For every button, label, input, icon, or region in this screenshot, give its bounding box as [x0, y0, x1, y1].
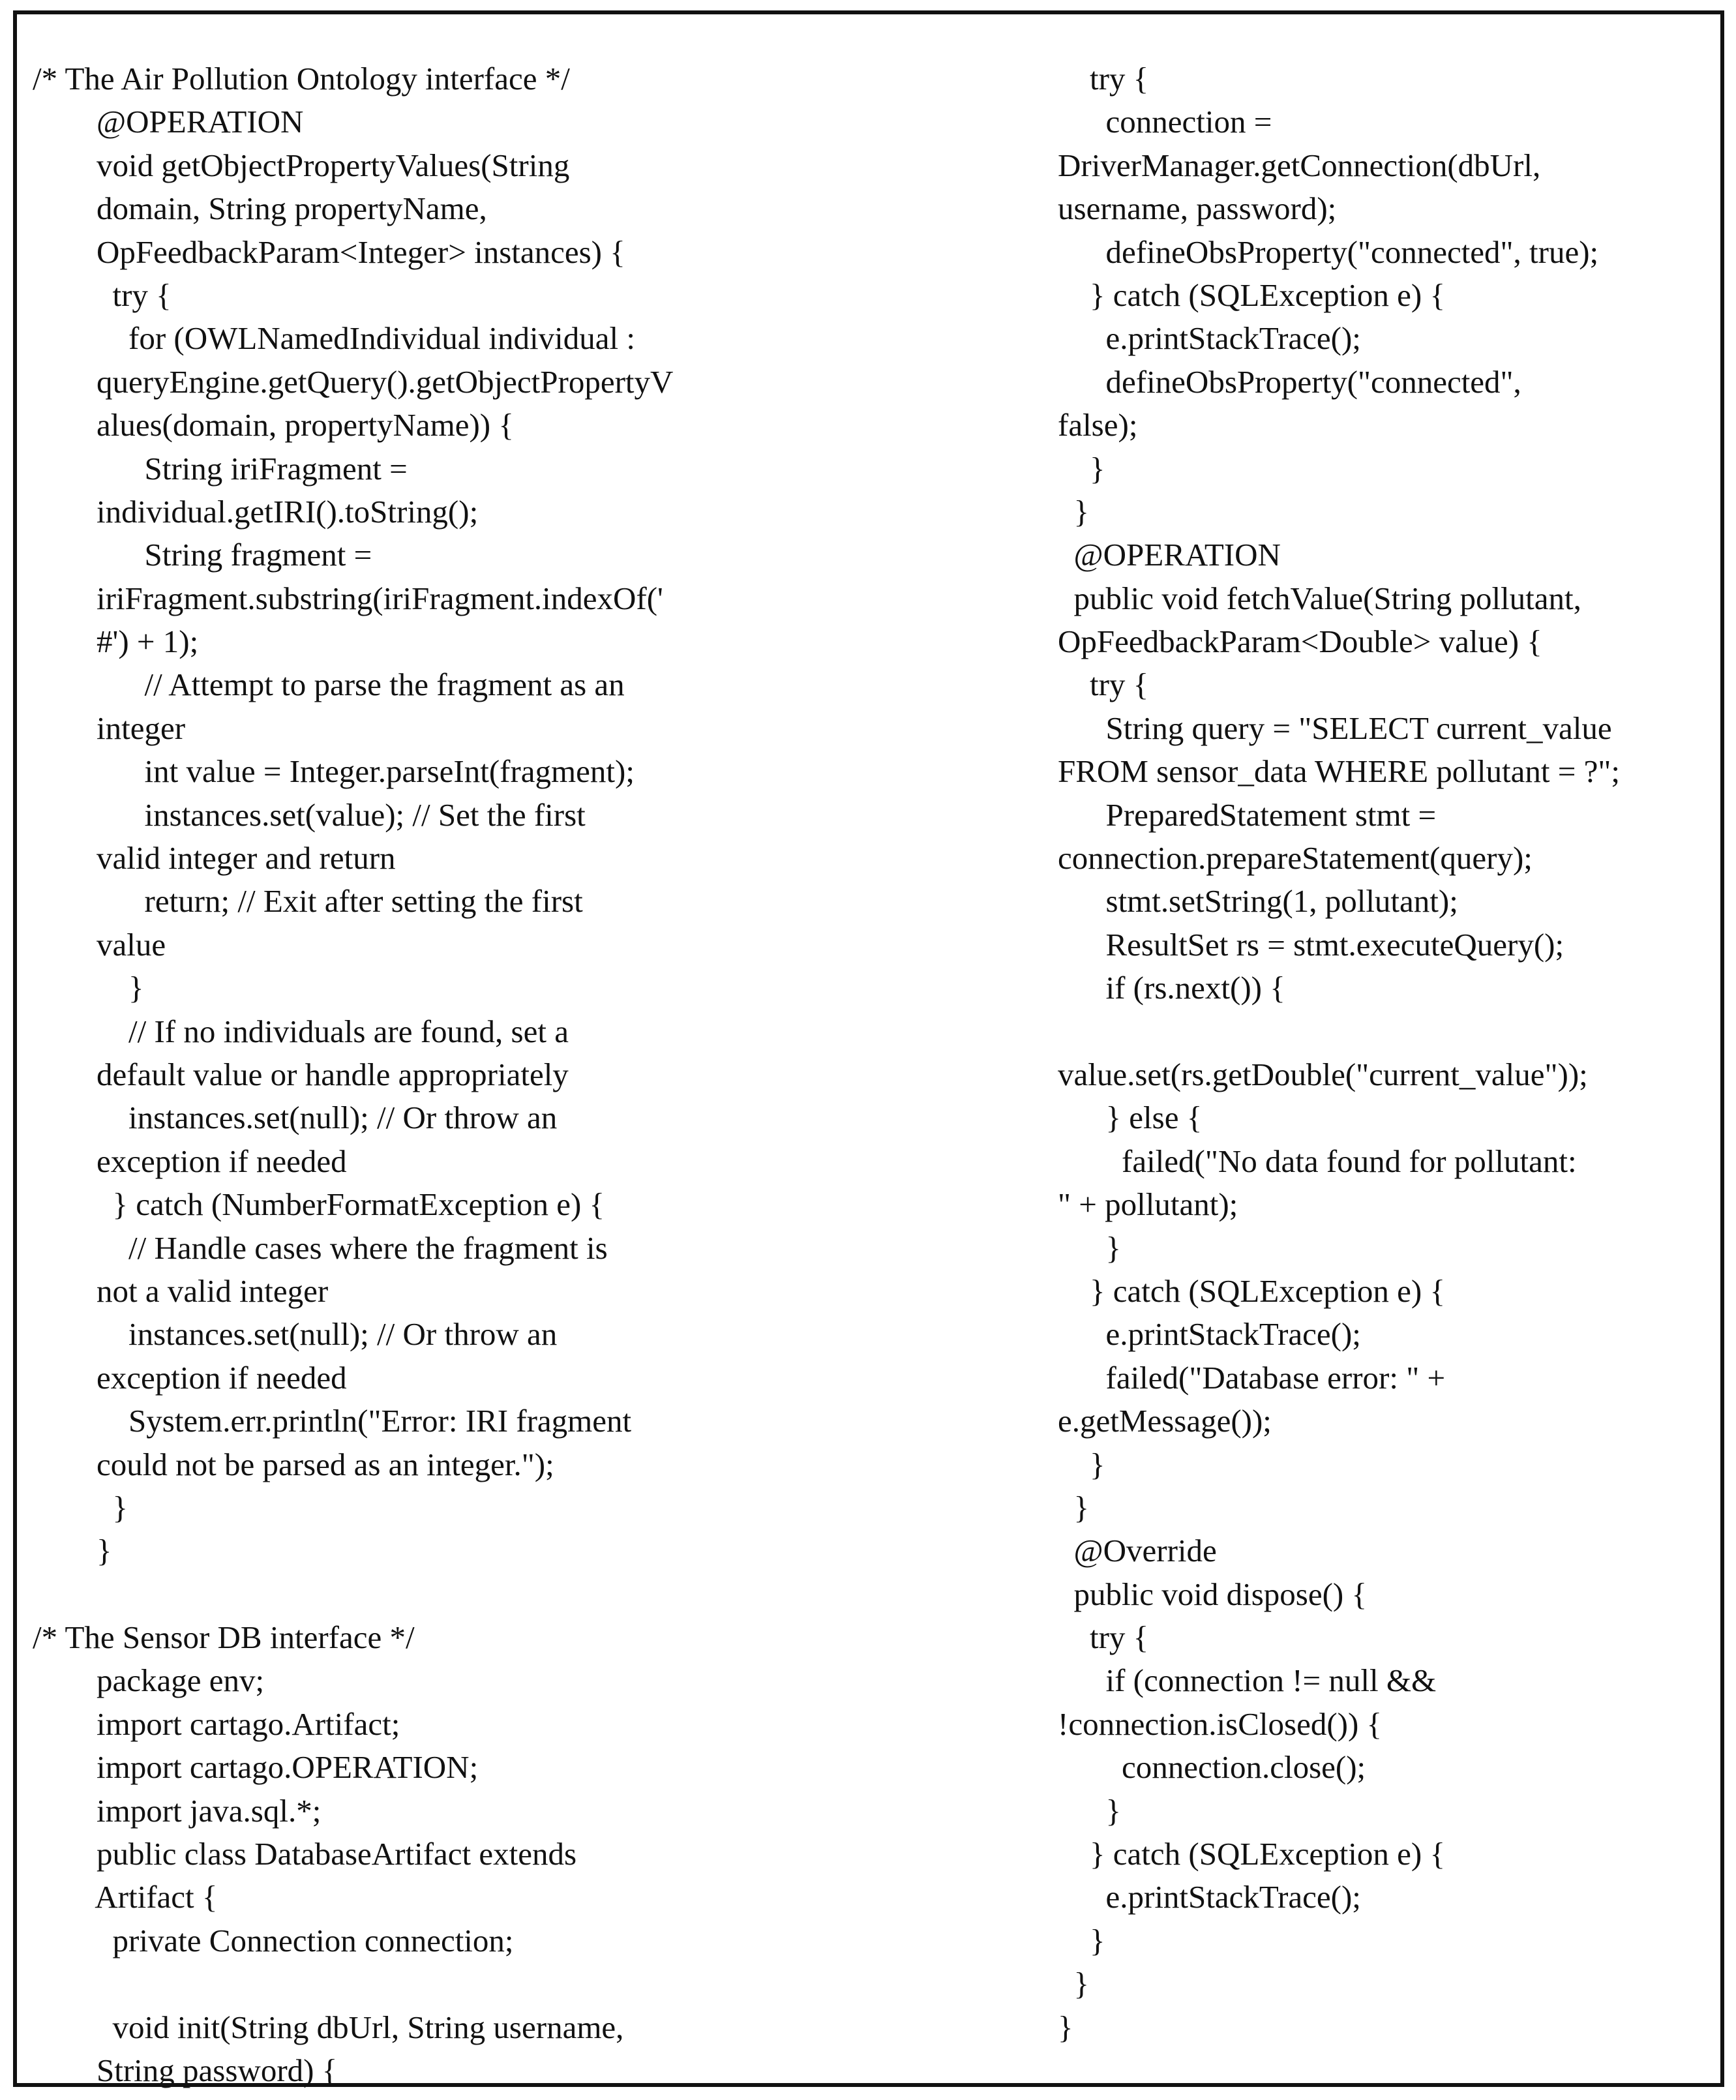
code-line: // Handle cases where the fragment is [33, 1229, 608, 1266]
code-line: public void dispose() { [1058, 1576, 1367, 1612]
code-line [33, 1962, 998, 2005]
code-line: } catch (SQLException e) { [1058, 1272, 1446, 1309]
code-line: connection.close(); [1058, 1749, 1366, 1786]
code-line: try { [1058, 667, 1149, 703]
code-line: !connection.isClosed()) { [1058, 1705, 1383, 1742]
code-line: failed("Database error: " + [1058, 1359, 1446, 1396]
code-line: try { [1058, 61, 1149, 97]
code-line: String password) { [33, 2052, 338, 2088]
code-line: @OPERATION [1058, 537, 1281, 573]
code-line: value [33, 926, 166, 963]
code-line: if (connection != null && [1058, 1662, 1437, 1699]
code-line: void getObjectPropertyValues(String [33, 147, 570, 183]
code-line: individual.getIRI().toString(); [33, 493, 479, 530]
code-line: instances.set(null); // Or throw an [33, 1100, 558, 1136]
code-line: String query = "SELECT current_value [1058, 710, 1612, 746]
code-line: @Override [1058, 1533, 1217, 1569]
code-line: OpFeedbackParam<Double> value) { [1058, 623, 1542, 660]
code-line: } catch (SQLException e) { [1058, 1836, 1446, 1872]
code-line: " + pollutant); [1058, 1186, 1238, 1223]
code-line: ResultSet rs = stmt.executeQuery(); [1058, 926, 1564, 963]
code-line: e.getMessage()); [1058, 1403, 1272, 1439]
code-line: iriFragment.substring(iriFragment.indexOf(' [33, 580, 663, 616]
right-code-column [1058, 57, 1716, 2049]
code-line: } catch (SQLException e) { [1058, 277, 1446, 313]
code-line: Artifact { [33, 1879, 218, 1915]
code-line: valid integer and return [33, 840, 396, 877]
code-line: } catch (NumberFormatException e) { [33, 1186, 605, 1223]
code-line: could not be parsed as an integer."); [33, 1446, 554, 1482]
code-line: exception if needed [33, 1143, 347, 1179]
code-line: for (OWLNamedIndividual individual : [33, 320, 635, 357]
code-line: OpFeedbackParam<Integer> instances) { [33, 233, 625, 270]
code-line: defineObsProperty("connected", [1058, 363, 1521, 400]
code-line: username, password); [1058, 190, 1337, 227]
code-line: private Connection connection; [33, 1922, 514, 1958]
code-line: } [1058, 2009, 1073, 2045]
code-line: connection.prepareStatement(query); [1058, 840, 1533, 877]
code-line: #') + 1); [33, 623, 199, 660]
code-line: DriverManager.getConnection(dbUrl, [1058, 147, 1541, 183]
code-line: not a valid integer [33, 1272, 329, 1309]
code-line: integer [33, 710, 186, 746]
code-line: e.printStackTrace(); [1058, 1879, 1361, 1915]
code-line: int value = Integer.parseInt(fragment); [33, 753, 635, 790]
code-line: return; // Exit after setting the first [33, 883, 583, 920]
code-line: } [33, 1533, 112, 1569]
code-line: /* The Sensor DB interface */ [33, 1619, 415, 1656]
code-line: import cartago.Artifact; [33, 1705, 400, 1742]
code-line: String fragment = [33, 537, 372, 573]
code-line: /* The Air Pollution Ontology interface */ [33, 61, 570, 97]
code-listing-frame [13, 10, 1724, 2087]
code-line: import java.sql.*; [33, 1792, 322, 1829]
code-line: default value or handle appropriately [33, 1056, 569, 1092]
code-line [1058, 1010, 1716, 1053]
code-line: alues(domain, propertyName)) { [33, 407, 514, 443]
code-line: } [1058, 1922, 1105, 1958]
code-line: stmt.setString(1, pollutant); [1058, 883, 1458, 920]
code-line: instances.set(value); // Set the first [33, 796, 586, 833]
code-line: } else { [1058, 1100, 1203, 1136]
code-line: public void fetchValue(String pollutant, [1058, 580, 1581, 616]
code-line: false); [1058, 407, 1138, 443]
code-line: domain, String propertyName, [33, 190, 487, 227]
code-line: e.printStackTrace(); [1058, 320, 1361, 357]
code-line: } [33, 1489, 128, 1525]
code-line: } [1058, 450, 1105, 487]
code-line: instances.set(null); // Or throw an [33, 1316, 558, 1353]
code-line: FROM sensor_data WHERE pollutant = ?"; [1058, 753, 1620, 790]
code-line: package env; [33, 1662, 265, 1699]
code-line: String iriFragment = [33, 450, 408, 487]
code-line: } [1058, 1446, 1105, 1482]
code-line: value.set(rs.getDouble("current_value")); [1058, 1056, 1588, 1092]
code-line: failed("No data found for pollutant: [1058, 1143, 1577, 1179]
code-line: } [1058, 1792, 1122, 1829]
code-line: e.printStackTrace(); [1058, 1316, 1361, 1353]
code-line: } [1058, 493, 1090, 530]
code-line: connection = [1058, 104, 1272, 140]
code-line: queryEngine.getQuery().getObjectPropertyV [33, 363, 674, 400]
code-line: import cartago.OPERATION; [33, 1749, 479, 1786]
code-line: System.err.println("Error: IRI fragment [33, 1403, 632, 1439]
code-line: // Attempt to parse the fragment as an [33, 667, 625, 703]
code-line: // If no individuals are found, set a [33, 1013, 569, 1049]
code-line: public class DatabaseArtifact extends [33, 1836, 577, 1872]
code-line: try { [33, 277, 172, 313]
code-line: defineObsProperty("connected", true); [1058, 233, 1599, 270]
code-line: void init(String dbUrl, String username, [33, 2009, 624, 2045]
code-line: exception if needed [33, 1359, 347, 1396]
code-line: try { [1058, 1619, 1149, 1656]
left-code-column [33, 57, 998, 2092]
code-line [33, 1573, 998, 1616]
code-line: } [33, 970, 144, 1006]
code-line: if (rs.next()) { [1058, 970, 1285, 1006]
code-line: @OPERATION [33, 104, 304, 140]
code-line: } [1058, 1966, 1090, 2002]
code-line: } [1058, 1489, 1090, 1525]
code-line: } [1058, 1229, 1122, 1266]
code-line: PreparedStatement stmt = [1058, 796, 1437, 833]
